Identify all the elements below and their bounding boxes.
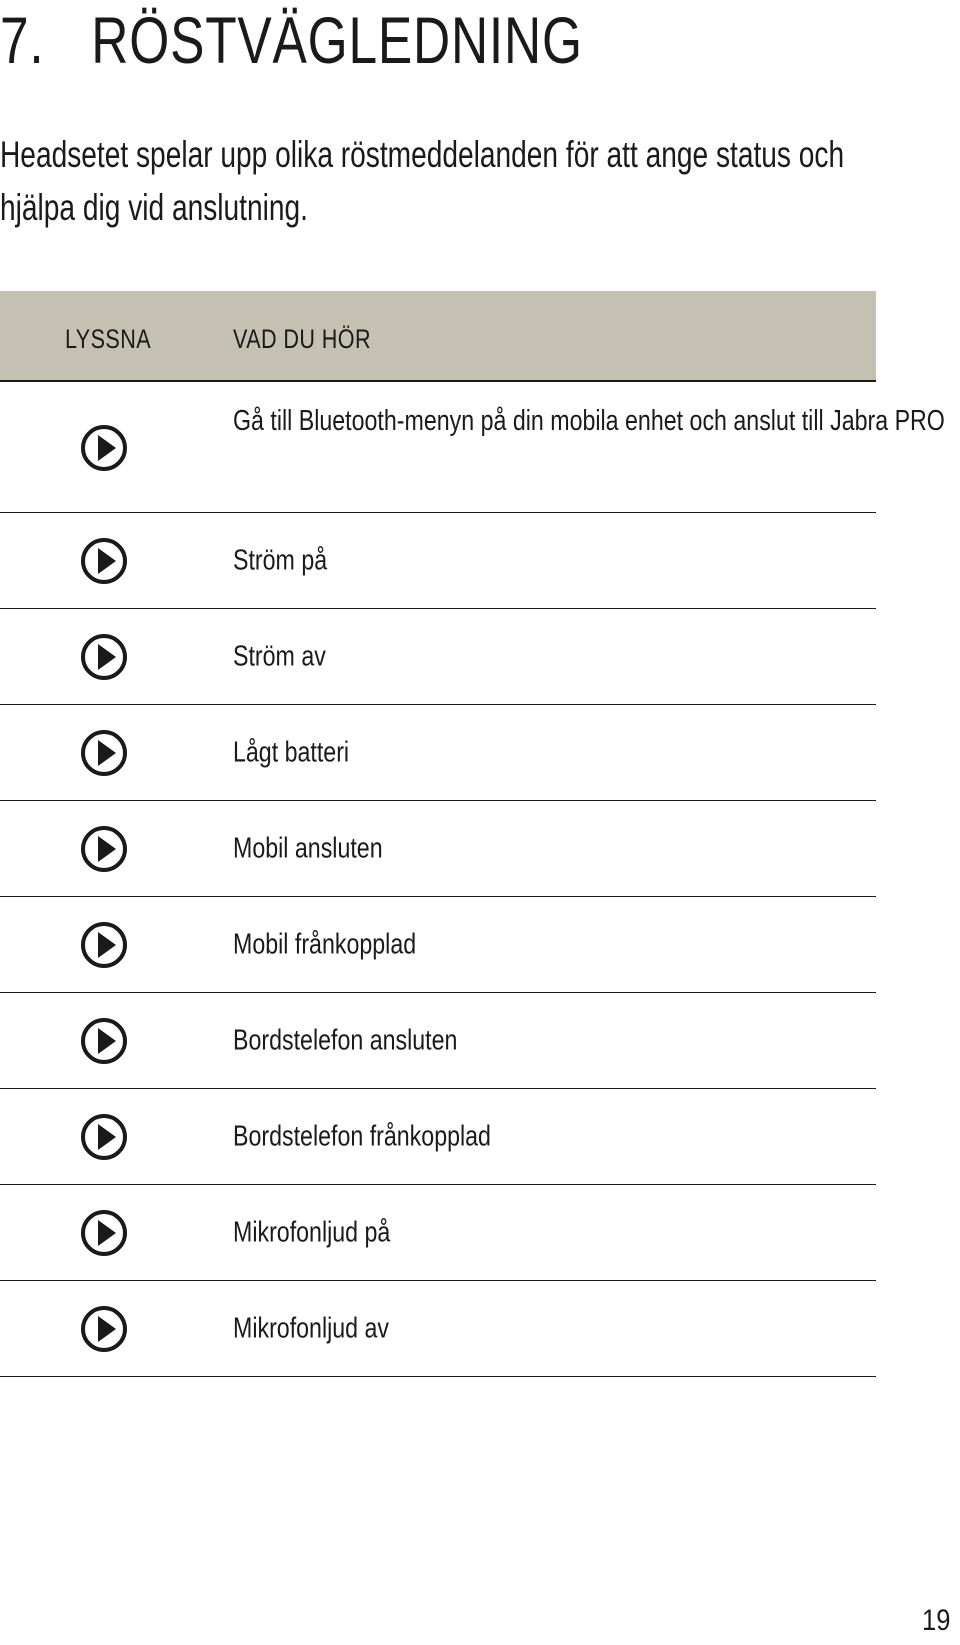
intro-paragraph: Headsetet spelar upp olika röstmeddelanden för att ange status och hjälpa dig vid anslutning.: [0, 134, 845, 228]
row-description: Gå till Bluetooth-menyn på din mobila enhet och anslut till Jabra PRO: [233, 405, 945, 437]
row-description: Ström av: [233, 640, 326, 672]
play-icon[interactable]: [80, 1305, 128, 1353]
play-icon[interactable]: [80, 921, 128, 969]
table-row: [0, 897, 876, 993]
row-description: Bordstelefon ansluten: [233, 1024, 458, 1056]
play-icon[interactable]: [80, 1017, 128, 1065]
play-icon[interactable]: [80, 825, 128, 873]
row-description: Mobil ansluten: [233, 832, 383, 864]
play-icon[interactable]: [80, 424, 128, 472]
table-row: [0, 993, 876, 1089]
table-row: [0, 801, 876, 897]
row-description: Mobil frånkopplad: [233, 928, 417, 960]
table-row: [0, 1185, 876, 1281]
row-description: Mikrofonljud av: [233, 1312, 390, 1344]
table-row: [0, 1089, 876, 1185]
header-what-you-hear: VAD DU HÖR: [233, 324, 372, 354]
row-description: Mikrofonljud på: [233, 1216, 391, 1248]
play-icon[interactable]: [80, 537, 128, 585]
table-header: [0, 291, 876, 382]
table-row: [0, 1281, 876, 1377]
table-row: [0, 705, 876, 801]
row-description: Ström på: [233, 544, 328, 576]
header-listen: LYSSNA: [65, 324, 152, 354]
table-row: [0, 609, 876, 705]
section-title: RÖSTVÄGLEDNING: [91, 3, 583, 77]
section-heading: [0, 4, 583, 76]
play-icon[interactable]: [80, 729, 128, 777]
row-description: Lågt batteri: [233, 736, 350, 768]
page-number: 19: [921, 1604, 950, 1637]
table-body: [0, 382, 945, 1377]
table-row: [0, 513, 876, 609]
play-icon[interactable]: [80, 1113, 128, 1161]
play-icon[interactable]: [80, 1209, 128, 1257]
voice-guidance-table: [0, 291, 945, 1377]
table-row: [0, 382, 945, 513]
row-description: Bordstelefon frånkopplad: [233, 1120, 491, 1152]
section-number: 7.: [0, 3, 45, 77]
play-icon[interactable]: [80, 633, 128, 681]
